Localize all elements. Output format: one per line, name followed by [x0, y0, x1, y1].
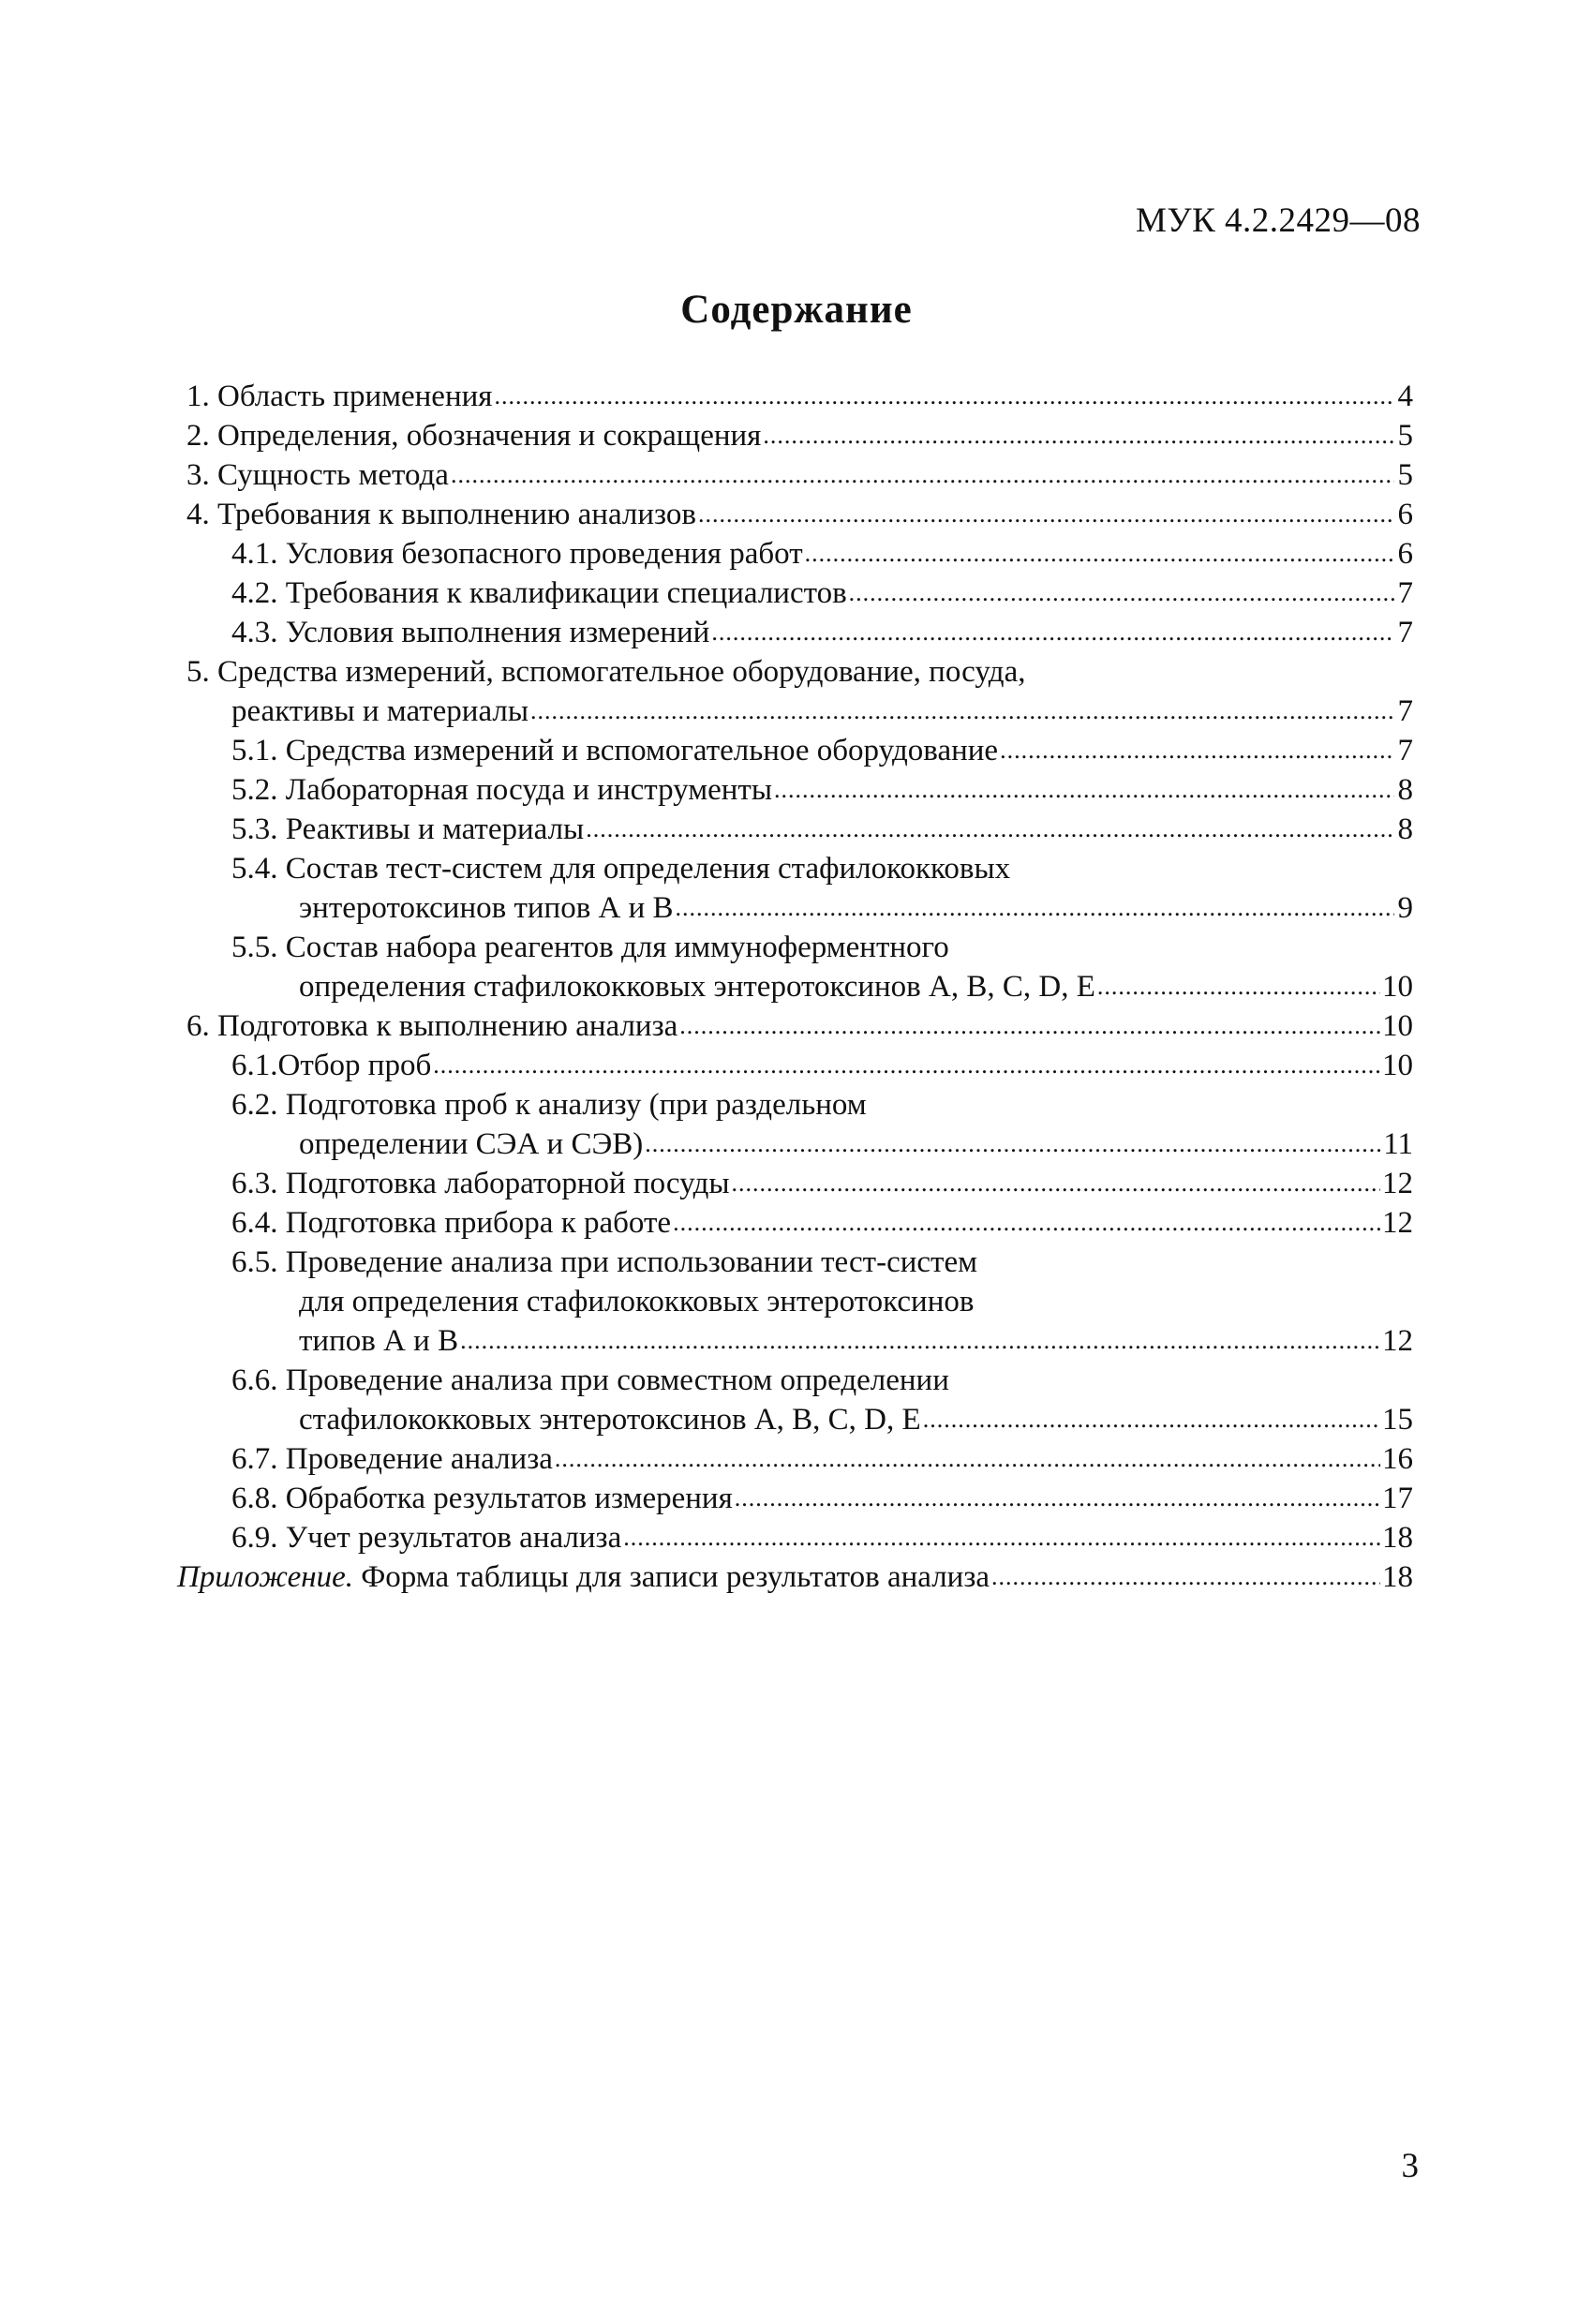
toc-entry-label: определении СЭА и СЭВ) [299, 1127, 644, 1161]
toc-dot-leader [774, 768, 1394, 810]
toc-entry [186, 1518, 1413, 1557]
toc-dot-leader [679, 1005, 1380, 1046]
toc-entry-label: 3. Сущность метода [186, 458, 449, 492]
toc-dot-leader [805, 532, 1394, 574]
toc-entry-label: 5.5. Состав набора реагентов для иммуноферментного [231, 931, 949, 964]
toc-entry-appendix [177, 1557, 1413, 1597]
toc-entry [186, 1243, 1413, 1282]
toc-entry-page: 12 [1382, 1167, 1413, 1200]
toc-entry [186, 1046, 1413, 1085]
toc-entry-label: 6.1.Отбор проб [231, 1049, 432, 1082]
toc-dot-leader [623, 1516, 1380, 1557]
toc-dot-leader [735, 1477, 1380, 1518]
toc-entry-label: 5.3. Реактивы и материалы [231, 812, 585, 846]
toc-entry-label: 4. Требования к выполнению анализов [186, 498, 696, 531]
toc-entry-page: 11 [1383, 1127, 1413, 1161]
toc-entry-page: 12 [1382, 1324, 1413, 1358]
toc-entry [186, 1439, 1413, 1479]
toc-entry [186, 1203, 1413, 1243]
toc-entry-page: 7 [1397, 694, 1413, 728]
toc-entry-page: 18 [1382, 1521, 1413, 1555]
toc-entry-label: определения стафилококковых энтеротоксинов А, B, C, D, E [299, 970, 1095, 1004]
toc-entry-page: 6 [1397, 498, 1413, 531]
toc-entry-page: 7 [1397, 616, 1413, 649]
toc-entry-page: 8 [1397, 773, 1413, 807]
toc-entry [186, 1321, 1413, 1361]
toc-entry [186, 455, 1413, 495]
toc-entry-page: 12 [1382, 1206, 1413, 1240]
toc-entry-label: 1. Область применения [186, 380, 493, 413]
toc-entry [186, 574, 1413, 613]
toc-entry-page: 7 [1397, 576, 1413, 610]
toc-title: Содержание [680, 288, 913, 332]
toc-dot-leader [763, 414, 1394, 455]
toc-dot-leader [673, 1201, 1380, 1243]
toc-dot-leader [698, 493, 1394, 534]
toc-entry-page: 10 [1382, 1009, 1413, 1043]
toc-entry [186, 1164, 1413, 1203]
toc-entry-label: 6.7. Проведение анализа [231, 1442, 553, 1476]
toc-entry [186, 652, 1413, 692]
toc-appendix-label [177, 1557, 990, 1597]
toc-entry-label: 6.5. Проведение анализа при использовании тест-систем [231, 1245, 977, 1279]
toc-dot-leader [460, 1319, 1380, 1361]
toc-entry-label: 5.2. Лабораторная посуда и инструменты [231, 773, 773, 807]
toc-entry-page: 9 [1397, 891, 1413, 925]
toc-entry [186, 928, 1413, 967]
toc-entry [186, 810, 1413, 849]
toc-entry [186, 849, 1413, 888]
page-number: 3 [1401, 2147, 1419, 2185]
toc-entry-page: 10 [1382, 1049, 1413, 1082]
toc-entry-page: 7 [1397, 734, 1413, 767]
toc-entry [186, 534, 1413, 574]
toc-entry-label: 6.9. Учет результатов анализа [231, 1521, 622, 1555]
toc-entry [186, 692, 1413, 731]
toc-entry-label: для определения стафилококковых энтеротоксинов [299, 1285, 975, 1318]
appendix-title: Форма таблицы для записи результатов анализа [352, 1560, 990, 1594]
toc-entry [186, 1361, 1413, 1400]
toc-entry [186, 1479, 1413, 1518]
toc-entry-label: 5. Средства измерений, вспомогательное оборудование, посуда, [186, 655, 1026, 689]
toc-entry-label: 5.1. Средства измерений и вспомогательное оборудование [231, 734, 999, 767]
toc-entry-page: 10 [1382, 970, 1413, 1004]
toc-entry [186, 1400, 1413, 1439]
toc-dot-leader [923, 1398, 1380, 1439]
toc-dot-leader [1000, 729, 1394, 770]
appendix-prefix: Приложение. [177, 1560, 353, 1594]
toc-dot-leader [530, 690, 1394, 731]
toc-dot-leader [991, 1556, 1380, 1597]
toc-entry-label: 4.2. Требования к квалификации специалистов [231, 576, 847, 610]
toc-entry-label: стафилококковых энтеротоксинов А, B, C, D, E [299, 1403, 921, 1437]
toc-entry-label: 4.3. Условия выполнения измерений [231, 616, 710, 649]
toc-dot-leader [494, 375, 1394, 416]
toc-entry-label: 4.1. Условия безопасного проведения работ [231, 537, 803, 571]
toc-entry-label: энтеротоксинов типов А и В [299, 891, 674, 925]
toc-entry-label: 6.6. Проведение анализа при совместном определении [231, 1363, 949, 1397]
toc-entry-page: 16 [1382, 1442, 1413, 1476]
toc-entry-page: 6 [1397, 537, 1413, 571]
toc-dot-leader [676, 886, 1394, 928]
toc-dot-leader [849, 572, 1394, 613]
toc-entry-page: 15 [1382, 1403, 1413, 1437]
toc-dot-leader [645, 1123, 1381, 1164]
toc-entry-label: 6. Подготовка к выполнению анализа [186, 1009, 678, 1043]
toc-dot-leader [732, 1162, 1380, 1203]
toc-entry-label: типов А и В [299, 1324, 459, 1358]
toc-dot-leader [586, 808, 1394, 849]
toc-entry-label: 6.4. Подготовка прибора к работе [231, 1206, 672, 1240]
toc-entry [186, 613, 1413, 652]
toc-dot-leader [451, 454, 1394, 495]
toc-entry [186, 495, 1413, 534]
toc-entry-label: 6.3. Подготовка лабораторной посуды [231, 1167, 730, 1200]
toc-entry [186, 1282, 1413, 1321]
toc-entry-label: 5.4. Состав тест-систем для определения стафилококковых [231, 852, 1011, 886]
toc-entry [186, 416, 1413, 455]
toc-entry-label: 6.8. Обработка результатов измерения [231, 1482, 733, 1515]
toc-entry [186, 1006, 1413, 1046]
toc-entry-label: реактивы и материалы [231, 694, 529, 728]
toc-entry-page: 4 [1397, 380, 1413, 413]
toc-entry [186, 888, 1413, 928]
toc-entry-label: 6.2. Подготовка проб к анализу (при раздельном [231, 1088, 867, 1122]
toc-entry-page: 18 [1382, 1560, 1413, 1594]
toc-entry-page: 17 [1382, 1482, 1413, 1515]
toc-dot-leader [711, 611, 1394, 652]
toc-entry [186, 1125, 1413, 1164]
toc-entry-page: 8 [1397, 812, 1413, 846]
toc-entry [186, 1085, 1413, 1125]
toc-dot-leader [555, 1438, 1380, 1479]
table-of-contents [177, 377, 1413, 1597]
document-code: МУК 4.2.2429—08 [1135, 201, 1421, 240]
toc-entry [186, 377, 1413, 416]
toc-entry [186, 770, 1413, 810]
toc-entry-page: 5 [1397, 458, 1413, 492]
toc-entry-page: 5 [1397, 419, 1413, 453]
toc-entry [186, 731, 1413, 770]
toc-dot-leader [1097, 965, 1380, 1006]
toc-dot-leader [433, 1044, 1380, 1085]
toc-entry-label: 2. Определения, обозначения и сокращения [186, 419, 762, 453]
toc-entry [186, 967, 1413, 1006]
